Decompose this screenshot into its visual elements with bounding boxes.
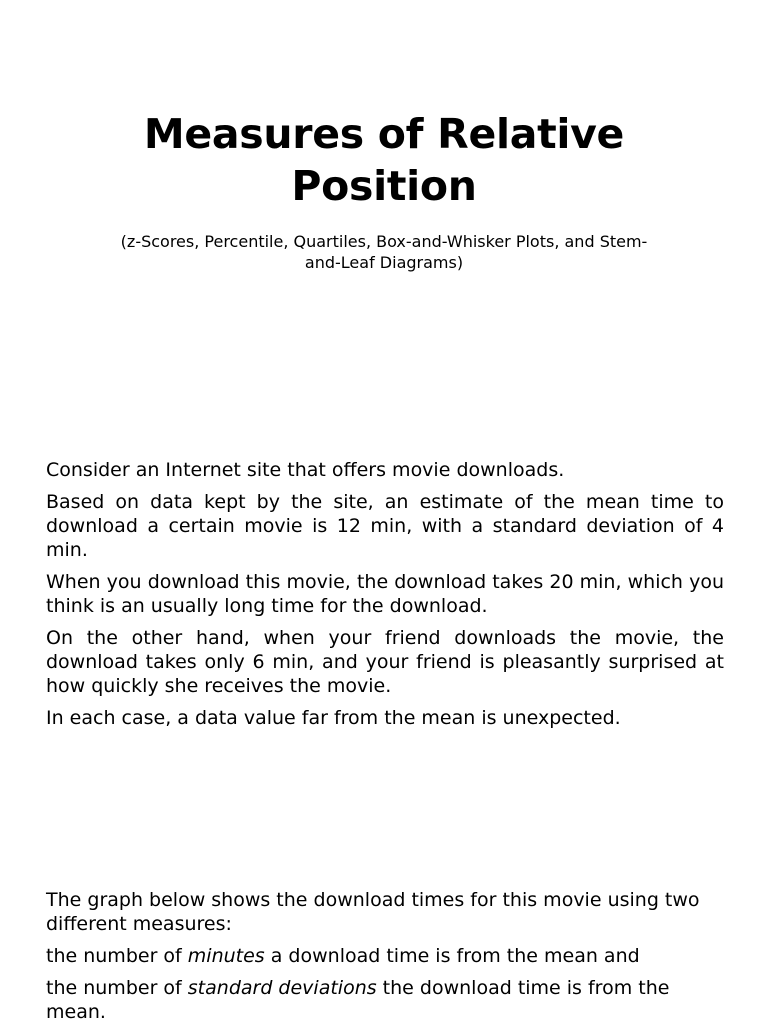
page-title xyxy=(84,108,684,212)
p8-before: the number of xyxy=(46,977,188,999)
paragraph-7 xyxy=(46,944,724,968)
graph-intro-section xyxy=(46,888,724,1032)
subtitle-line-1: (z-Scores, Percentile, Quartiles, Box-and-Whisker Plots, and Stem- xyxy=(120,232,648,251)
p8-after: the download time is from the mean. xyxy=(46,977,670,1023)
paragraph-5: In each case, a data value far from the mean is unexpected. xyxy=(46,707,621,729)
title-line-1: Measures of Relative xyxy=(143,110,625,158)
subtitle-line-2: and-Leaf Diagrams) xyxy=(304,253,464,272)
paragraph-3: When you download this movie, the download takes 20 min, which you think is an usually long time for the download. xyxy=(46,571,724,617)
paragraph-8 xyxy=(46,976,724,1024)
page-subtitle xyxy=(96,231,672,273)
paragraph-4: On the other hand, when your friend downloads the movie, the download takes only 6 min, and your friend is pleasantly surprised at how quickly she receives the movie. xyxy=(46,627,724,697)
p7-after: a download time is from the mean and xyxy=(264,945,640,967)
p8-emphasis: standard deviations xyxy=(187,977,377,999)
p7-before: the number of xyxy=(46,945,188,967)
intro-section xyxy=(46,458,724,738)
title-line-2: Position xyxy=(291,162,477,210)
paragraph-6: The graph below shows the download times for this movie using two different measures: xyxy=(46,889,700,935)
p7-emphasis: minutes xyxy=(187,945,265,967)
paragraph-1: Consider an Internet site that offers movie downloads. xyxy=(46,459,565,481)
paragraph-2: Based on data kept by the site, an estimate of the mean time to download a certain movie is 12 min, with a standard deviation of 4 min. xyxy=(46,491,724,561)
